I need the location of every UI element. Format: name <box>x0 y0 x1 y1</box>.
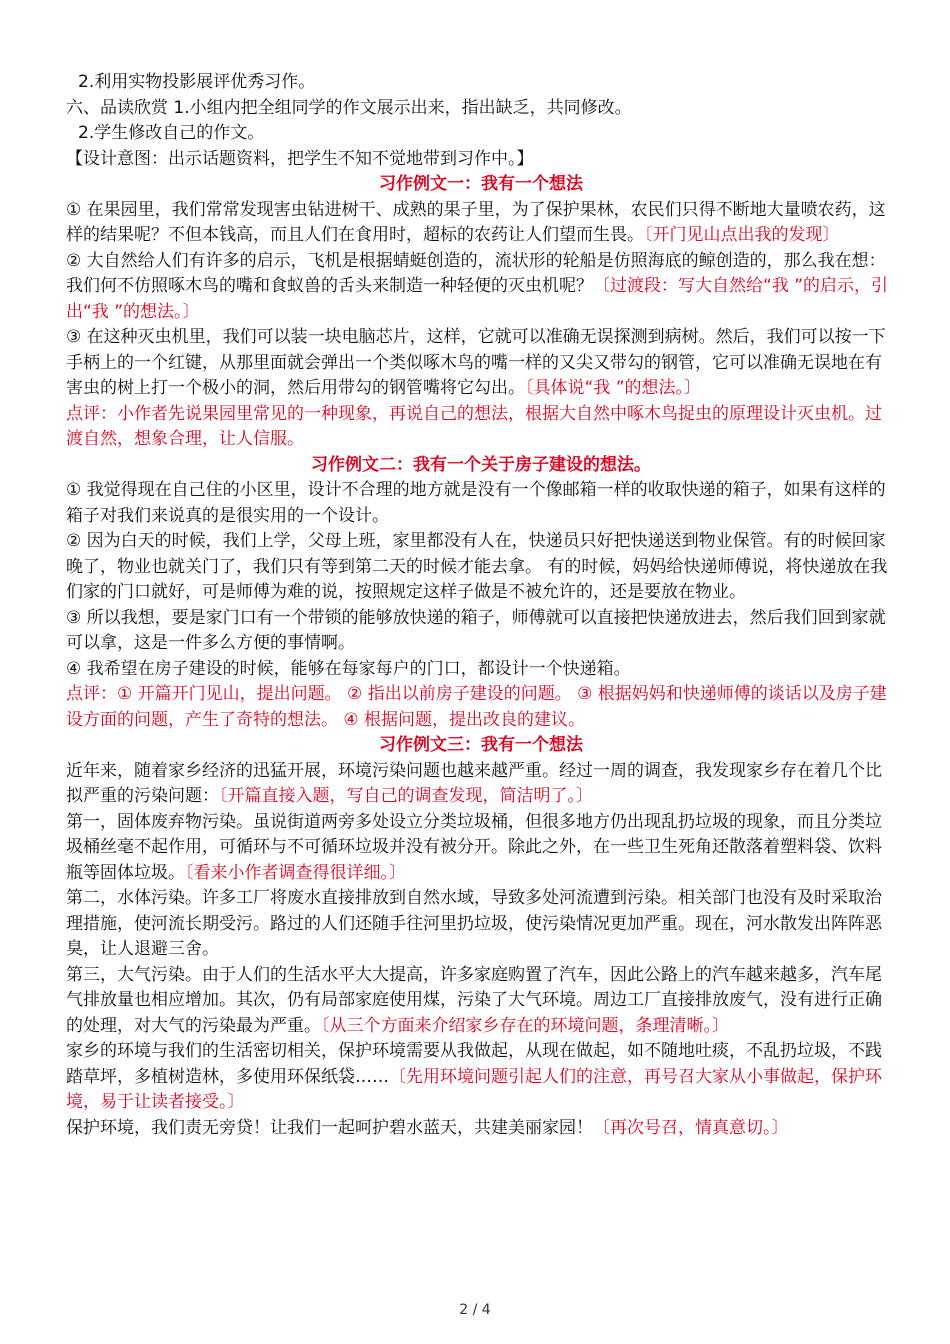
essay2-title: 习作例文二：我有一个关于房子建设的想法。 <box>311 454 651 475</box>
essay1-paragraph-1 <box>66 198 896 249</box>
essay3-p6-note: 〔再次号召，情真意切。〕 <box>593 1117 789 1138</box>
essay3-p5-text: 家乡的环境与我们的生活密切相关，保护环境需要从我做起，从现在做起，如不随地吐痰，不乱扔垃圾，不践踏草坪，多植树造林，多使用环保纸袋…… <box>66 1041 882 1087</box>
essay1-paragraph-2 <box>66 249 896 326</box>
essay2-paragraph-2: ② 因为白天的时候，我们上学，父母上班，家里都没有人在，快递员只好把快递送到物业保管。有的时候回家晚了，物业也就关门了，我们只有等到第二天的时候才能去拿。 有的时候，妈妈给快递师傅说，将快递放在我们家的门口就好，可是师傅为难的说，按照规定这样子做是不被允许的，还是要放在物业。 <box>66 531 888 602</box>
essay3-paragraph-5 <box>66 1039 896 1116</box>
essay3-p4-text: 第三，大气污染。由于人们的生活水平大大提高，许多家庭购置了汽车，因此公路上的汽车越来越多，汽车尾气排放量也相应增加。其次，仍有局部家庭使用煤，污染了大气环境。周边工厂直接排放废气，没有进行正确的处理，对大气的污染最为严重。 <box>66 964 882 1036</box>
intro-line-3: 2.学生修改自己的作文。 <box>78 123 265 143</box>
document-page <box>66 70 896 1141</box>
essay3-p1-text: 近年来，随着家乡经济的迅猛开展，环境污染问题也越来越严重。经过一周的调查，我发现家乡存在着几个比拟严重的污染问题： <box>66 760 882 806</box>
design-intent: 【设计意图：出示话题资料，把学生不知不觉地带到习作中。】 <box>66 148 534 169</box>
essay1-p2-text: ② 大自然给人们有许多的启示，飞机是根据蜻蜓创造的，流状形的轮船是仿照海底的鲸创造的，那么我在想：我们何不仿照啄木鸟的嘴和食蚁兽的舌头来制造一种轻便的灭虫机呢？ <box>66 250 886 296</box>
essay2-paragraph-4: ④ 我希望在房子建设的时候，能够在每家每户的门口，都设计一个快递箱。 <box>66 658 631 679</box>
essay3-p6-text: 保护环境，我们责无旁贷！让我们一起呵护碧水蓝天，共建美丽家园！ <box>66 1117 593 1138</box>
essay3-p4-note: 〔从三个方面来介绍家乡存在的环境问题，条理清晰。〕 <box>321 1015 729 1036</box>
essay1-p3-note: 〔具体说“我 ”的想法。〕 <box>525 378 702 398</box>
essay1-p1-text: ① 在果园里，我们常常发现害虫钻进树干、成熟的果子里，为了保护果林，农民们只得不断地大量喷农药，这样的结果呢？不但本钱高，而且人们在食用时，超标的农药让人们望而生畏。 <box>66 199 886 245</box>
essay2-comment: 点评：① 开篇开门见山，提出问题。 ② 指出以前房子建设的问题。 ③ 根据妈妈和快递师傅的谈话以及房子建设方面的问题，产生了奇特的想法。 ④ 根据问题，提出改良的建议。 <box>66 684 887 730</box>
essay3-p2-text: 第一，固体废弃物污染。虽说街道两旁多处设立分类垃圾桶，但很多地方仍出现乱扔垃圾的现象，而且分类垃圾桶丝毫不起作用，可循环与不可循环垃圾并没有被分开。除此之外，在一些卫生死角还散落着塑料袋、饮料瓶等固体垃圾。 <box>66 811 882 883</box>
essay2-paragraph-1: ① 我觉得现在自己住的小区里，设计不合理的地方就是没有一个像邮箱一样的收取快递的箱子，如果有这样的箱子对我们来说真的是很实用的一个设计。 <box>66 480 886 526</box>
essay1-p2-note: 〔过渡段：写大自然给“我 ”的启示，引出“我 ”的想法。〕 <box>66 276 889 322</box>
essay3-p1-note: 〔开篇直接入题，写自己的调查发现，简洁明了。〕 <box>219 786 593 806</box>
essay1-p1-note: 〔开门见山点出我的发现〕 <box>644 225 840 245</box>
essay1-p3-text: ③ 在这种灭虫机里，我们可以装一块电脑芯片，这样，它就可以准确无误探测到病树。然后，我们可以按一下手柄上的一个红键，从那里面就会弹出一个类似啄木鸟的嘴一样的又尖又带勾的钢管，它可以准确无误地在有害虫的树上打一个极小的洞，然后用带勾的钢管嘴将它勾出。 <box>66 327 886 398</box>
intro-line-1: 2.利用实物投影展评优秀习作。 <box>78 72 316 92</box>
essay3-paragraph-1 <box>66 759 896 810</box>
essay3-p5-note: 〔先用环境问题引起人们的注意，再号召大家从小事做起，保护环境，易于让读者接受。〕 <box>66 1066 882 1112</box>
essay3-paragraph-4 <box>66 963 896 1040</box>
essay1-comment: 点评：小作者先说果园里常见的一种现象，再说自己的想法，根据大自然中啄木鸟捉虫的原理设计灭虫机。过渡自然，想象合理，让人信服。 <box>66 403 882 449</box>
essay3-paragraph-6 <box>66 1116 896 1142</box>
page-number: 2 / 4 <box>459 1302 491 1318</box>
essay3-p2-note: 〔看来小作者调查得很详细。〕 <box>185 862 406 883</box>
essay3-paragraph-2 <box>66 810 896 887</box>
essay1-title: 习作例文一：我有一个想法 <box>379 174 583 194</box>
essay3-title: 习作例文三：我有一个想法 <box>379 735 583 755</box>
essay1-paragraph-3 <box>66 325 896 402</box>
essay2-paragraph-3: ③ 所以我想，要是家门口有一个带锁的能够放快递的箱子，师傅就可以直接把快递放进去，然后我们回到家就可以拿，这是一件多么方便的事情啊。 <box>66 607 886 653</box>
intro-line-2: 六、品读欣赏 1.小组内把全组同学的作文展示出来，指出缺乏，共同修改。 <box>66 97 632 118</box>
essay3-paragraph-3: 第二，水体污染。许多工厂将废水直接排放到自然水域，导致多处河流遭到污染。相关部门也没有及时采取治理措施，使河流长期受污。路过的人们还随手往河里扔垃圾，使污染情况更加严重。现在，河水散发出阵阵恶臭，让人退避三舍。 <box>66 888 882 959</box>
